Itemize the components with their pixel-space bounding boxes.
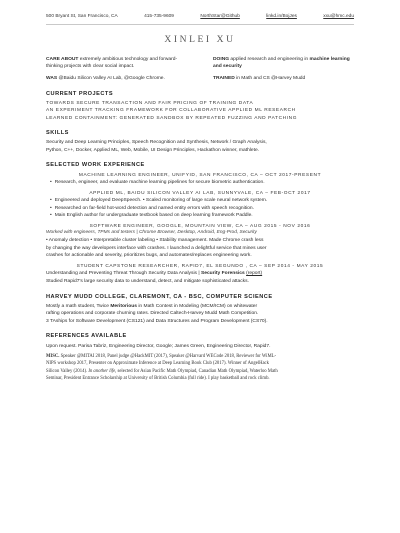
education-line: Mostly a math student, Twice Meritorious in Math Contest in Modeling (MCM/ICM) on whitewater: [46, 303, 258, 309]
references-heading: REFERENCES AVAILABLE: [46, 333, 127, 340]
resume-name: XINLEI XU: [164, 34, 236, 45]
misc-line: Seminar, President Entrance Scholarship at University of British Columbia (full ride). I play basketball and rock climb.: [46, 376, 270, 381]
phone: 415-735-9609: [144, 14, 174, 19]
job-title-google: SOFTWARE ENGINEER, GOOGLE, MOUNTAIN VIEW, CA – AUG 2015 - NOV 2016: [89, 223, 311, 229]
skills-line: Security and Deep Learning Principles, Speech Recognition and Synthesis, Network / Graph Analysis,: [46, 140, 267, 146]
misc-block: [46, 353, 354, 382]
job-line: • Anomaly detection • Interpretable cluster labeling • Stability management. Made Chrome crash less: [46, 238, 264, 244]
github-link[interactable]: NorthStar@Github: [200, 14, 240, 19]
job-title-baidu: APPLIED ML, BAIDU SILICON VALLEY AI LAB, SUNNYVALE, CA – FEB-OCT 2017: [89, 190, 311, 196]
job-bullet: • Researched on far-field hot-word detection and named entity errors with speech recognition.: [46, 205, 354, 213]
misc-line: Silicon Valley (2014). In another life, selected for Asian Pacific Math Olympiad, Canadian Math Olympiad, Waterloo Math: [46, 368, 278, 374]
project-line: LEARNED CONTAINMENT: GENERATED SANDBOX BY REPEATED FUZZING AND PATCHING: [46, 115, 298, 121]
job-bullet: • Engineered and deployed DeepSpeech. • Scaled monitoring of large scale neural network system.: [46, 197, 354, 205]
education-line: rafting operations and corporate churning rates. Directed Caltech-Harvey Mudd Math Competition.: [46, 311, 259, 317]
intro-care: CARE ABOUT extremely ambitious technology and forward-thinking projects with clear social impact.: [46, 56, 178, 70]
misc-line: NIPS workshop 2017, Presenter on Approximate Inference at Deep Learning Book Club (2017). Winner of AngelHack: [46, 361, 269, 367]
job-line: Studied Rapid7's large security data to understand, detect, and mitigate sophisticated attacks.: [46, 278, 249, 284]
references-line: Upon request. Parisa Tabriz, Engineering Director, Google; James Green, Engineering Director, Rapid7.: [46, 343, 271, 349]
intro-grid: [46, 56, 354, 83]
email-link[interactable]: xxu@hmc.edu: [323, 14, 354, 19]
current-projects-heading: CURRENT PROJECTS: [46, 90, 114, 97]
intro-trained: TRAINED in Math and CS @Harvey Mudd: [213, 76, 306, 82]
job-title-rapid7: STUDENT CAPSTONE RESEARCHER, RAPID7, EL SEGUNDO , CA – SEP 2014 - MAY 2015: [76, 263, 324, 269]
report-link[interactable]: (report): [246, 271, 263, 277]
linkedin-link[interactable]: linkd.in/BojJes: [266, 14, 297, 19]
education-heading: HARVEY MUDD COLLEGE, CLAREMONT, CA - BSC, COMPUTER SCIENCE: [46, 293, 273, 300]
job-line: by changing the way developers interface with crashes. I launched a delightful service that mines user: [46, 245, 267, 251]
misc-line: MISC. Speaker @MITAI 2018, Panel judge @HackMIT (2017), Speaker @Harvard WECode 2018, Reviewer for WiML-: [46, 354, 277, 360]
contact-bar: [46, 14, 354, 25]
job-title-unifyid: MACHINE LEARNING ENGINEER, UNIFYID, SAN FRANCISCO, CA – OCT 2017-PRESENT: [78, 172, 322, 178]
intro-doing: DOING applied research and engineering in machine learning and security: [213, 56, 350, 70]
education-line: 3 TAships for Software Development (CS121) and Data Structures and Program Development (CS70).: [46, 318, 268, 324]
project-line: TOWARDS SECURE TRANSACTION AND FAIR PRICING OF TRAINING DATA: [46, 100, 254, 106]
job-line: crashes for actionable and severity, prioritizes bugs, and automates/replaces engineering work.: [46, 253, 252, 259]
skills-line: Python, C++, Docker, Applied ML, Web, Mobile, UI Design Principles, Hackathon winner, mathlete.: [46, 147, 260, 153]
experience-heading: SELECTED WORK EXPERIENCE: [46, 162, 145, 169]
job-line: Understanding and Preventing Threat Through Security Data Analysis | Security Forensics (report): [46, 271, 263, 277]
intro-was: WAS @Baidu Silicon Valley AI Lab, @Google Chrome.: [46, 76, 165, 82]
address: 500 Bryant St, San Francisco, CA: [46, 14, 118, 19]
project-line: AN EXPERIMENT TRACKING FRAMEWORK FOR COLLABORATIVE APPLIED ML RESEARCH: [46, 108, 296, 114]
job-bullet: • Main English author for undergraduate textbook based on deep learning framework Paddle.: [46, 212, 354, 220]
skills-heading: SKILLS: [46, 130, 69, 137]
job-bullet: • Research, engineer, and evaluate machine learning pipelines for secure biometric authentication.: [46, 179, 354, 187]
job-team-line: Worked with engineers, TPMs and testers | Chrome Browser, Desktop, Android, Eng-Prod, Security: [46, 230, 257, 236]
